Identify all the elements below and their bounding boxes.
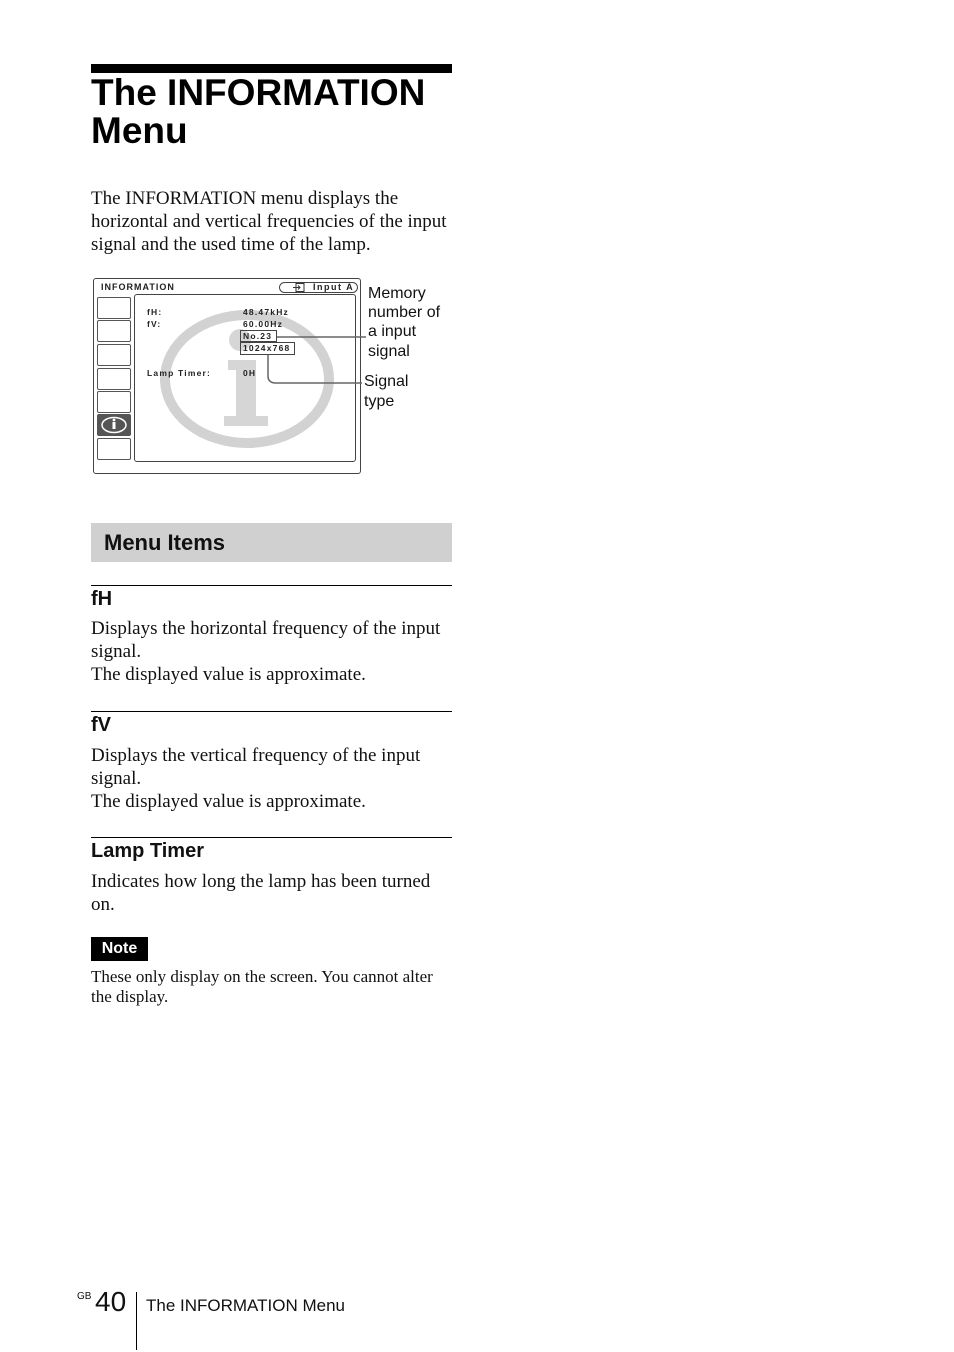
item-text-fh-line-1: Displays the horizontal frequency of the input signal.: [91, 618, 441, 662]
footer-region-code: GB: [77, 1291, 92, 1302]
lamp-timer-label: Lamp Timer:: [147, 368, 212, 378]
input-label: Input A: [313, 282, 355, 292]
signal-callout-line-1: Signal: [364, 373, 409, 390]
fh-value: 48.47kHz: [243, 307, 289, 317]
note-label: Note: [91, 937, 148, 961]
section-title: Menu Items: [104, 530, 226, 555]
lamp-timer-value: 0H: [243, 368, 257, 378]
fv-value: 60.00Hz: [243, 319, 284, 329]
footer-page-number: 40: [95, 1286, 127, 1317]
item-heading-lamp-timer: Lamp Timer: [91, 840, 204, 862]
item-text-fv-line-1: Displays the vertical frequency of the input signal.: [91, 745, 421, 789]
item-divider: [91, 711, 452, 712]
page-title-line-1: The INFORMATION: [91, 72, 426, 113]
footer-divider: [136, 1292, 137, 1350]
item-text-fh: [91, 617, 452, 686]
note-text: These only display on the screen. You cannot alter the display.: [91, 967, 433, 1006]
memory-callout-line-1: Memory: [368, 285, 426, 302]
footer-section-title: The INFORMATION Menu: [146, 1296, 345, 1315]
signal-callout-line-2: type: [364, 393, 395, 410]
item-heading-fh: fH: [91, 588, 113, 610]
item-text-fh-line-2: The displayed value is approximate.: [91, 664, 366, 685]
signal-type-value: 1024x768: [243, 343, 291, 353]
memory-callout-line-3: a input: [368, 323, 417, 340]
item-divider: [91, 585, 452, 586]
page-title-line-2: Menu: [91, 110, 188, 151]
fv-label: fV:: [147, 319, 162, 329]
memory-callout-line-4: signal: [368, 343, 410, 360]
item-text-fv: [91, 744, 452, 813]
item-text-fv-line-2: The displayed value is approximate.: [91, 791, 366, 812]
menu-title: INFORMATION: [101, 282, 175, 292]
memory-callout-line-2: number of: [368, 304, 441, 321]
memory-number-value: No.23: [243, 331, 273, 341]
fh-label: fH:: [147, 307, 163, 317]
item-heading-fv: fV: [91, 714, 111, 736]
item-text-lamp-timer: Indicates how long the lamp has been turned on.: [91, 871, 431, 915]
intro-paragraph: The INFORMATION menu displays the horizontal and vertical frequencies of the input signal and the used time of the lamp.: [91, 188, 447, 255]
item-divider: [91, 837, 452, 838]
